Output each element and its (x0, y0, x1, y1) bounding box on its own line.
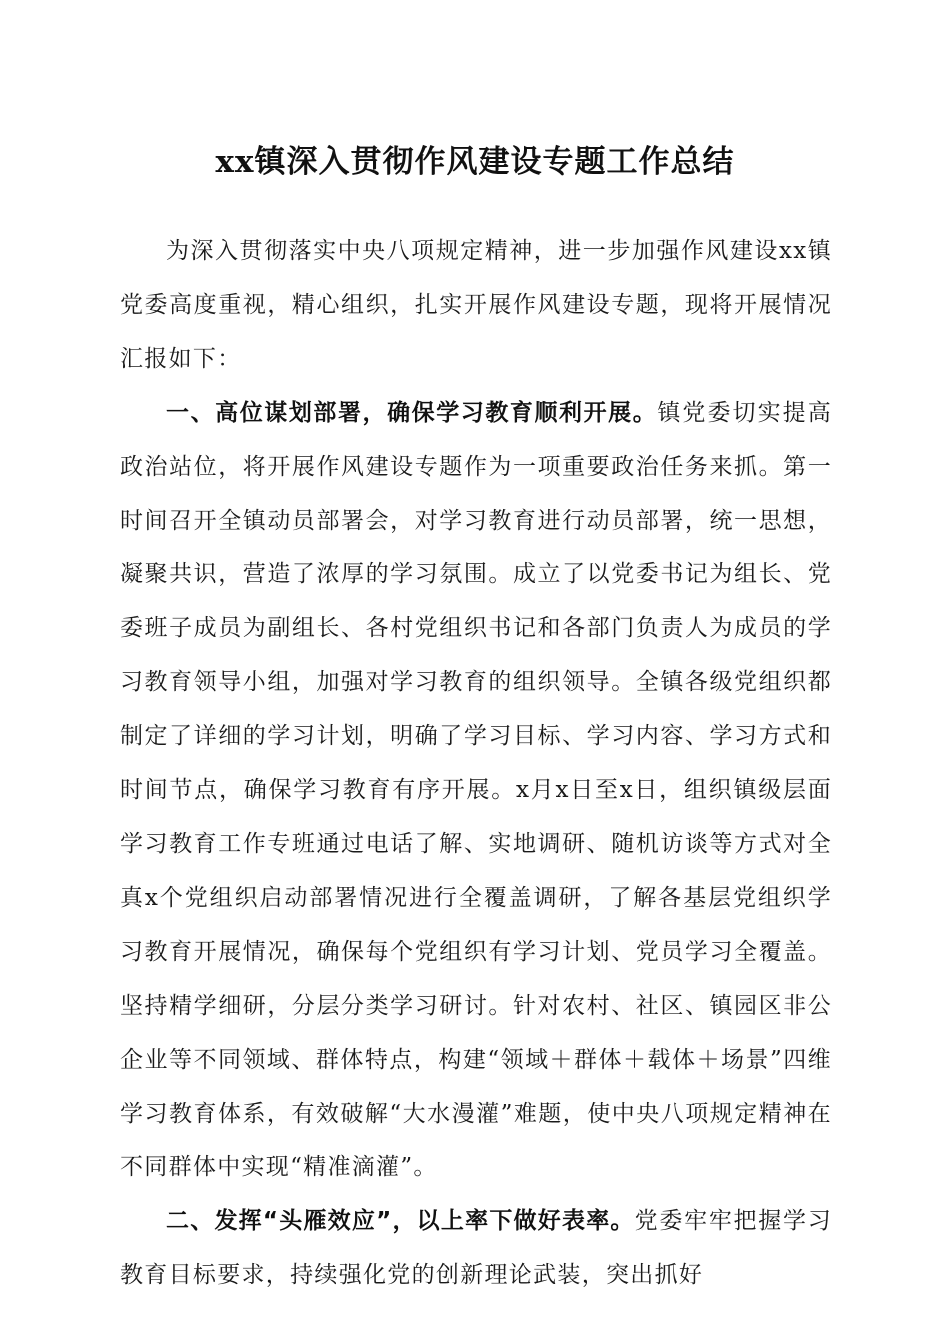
intro-paragraph: 为深入贯彻落实中央八项规定精神，进一步加强作风建设xx镇党委高度重视，精心组织，扎实开展作风建设专题，现将开展情况汇报如下： (120, 238, 832, 372)
document-title: xx镇深入贯彻作风建设专题工作总结 (215, 144, 735, 180)
section-1-paragraph (120, 387, 832, 1196)
document-body (120, 225, 832, 1303)
section-1-text: 镇党委切实提高政治站位，将开展作风建设专题作为一项重要政治任务来抓。第一时间召开全镇动员部署会，对学习教育进行动员部署，统一思想，凝聚共识，营造了浓厚的学习氛围。成立了以党委书记为组长、党委班子成员为副组长、各村党组织书记和各部门负责人为成员的学习教育领导小组，加强对学习教育的组织领导。全镇各级党组织都制定了详细的学习计划，明确了学习目标、学习内容、学习方式和时间节点，确保学习教育有序开展。x月x日至x日，组织镇级层面学习教育工作专班通过电话了解、实地调研、随机访谈等方式对全真x个党组织启动部署情况进行全覆盖调研，了解各基层党组织学习教育开展情况，确保每个党组织有学习计划、党员学习全覆盖。坚持精学细研，分层分类学习研讨。针对农村、社区、镇园区非公企业等不同领域、群体特点，构建“领域＋群体＋载体＋场景”四维学习教育体系，有效破解“大水漫灌”难题，使中央八项规定精神在不同群体中实现“精准滴灌”。 (120, 399, 833, 1181)
section-2-paragraph (120, 1195, 832, 1303)
section-2-heading: 二、发挥“头雁效应”，以上率下做好表率。 (166, 1208, 635, 1235)
section-2-text: 党委牢牢把握学习教育目标要求，持续强化党的创新理论武装，突出抓好 (120, 1208, 833, 1289)
section-1-heading: 一、高位谋划部署，确保学习教育顺利开展。 (166, 399, 658, 426)
